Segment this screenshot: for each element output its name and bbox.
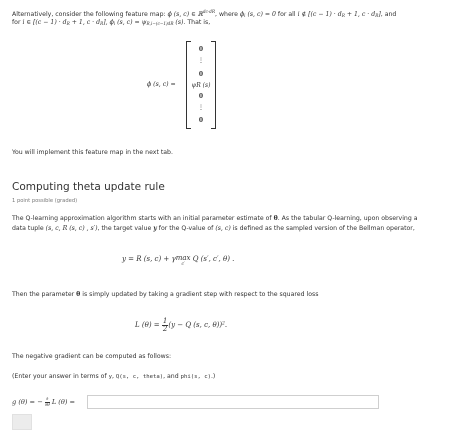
vector-entry: 0 [198, 71, 204, 78]
vector-entry: 0 [198, 46, 204, 53]
submit-button[interactable] [12, 414, 32, 430]
vector-entry: ψR (s) [191, 82, 211, 89]
target-equation: y = R (s, c) + γmax c′ Q (s′, c′, θ) . [122, 254, 235, 266]
para2: Then the parameter θ is simply updated by taking a gradient step with respect to the squared loss [12, 291, 319, 298]
para3: The negative gradient can be computed as follows: [12, 353, 172, 360]
gradient-answer-input[interactable] [87, 395, 379, 409]
para1-line-2: data tuple (s, c, R (s, c) , s′), the target value y for the Q-value of (s, c) is defined as the sampled version of the Bellman operator, [12, 225, 415, 232]
vector-entry: 0 [198, 117, 204, 124]
intro-line-2: for i ∈ [$(c - 1) \cdot d_R + 1$, $c \cdot d_R$], $\phi_i$ (s, $c) = \psi_{R,i-(c-1)dR}$ (s). That is, [12, 19, 211, 26]
gradient-lhs: g (θ) = − $\frac{\partial}{\partial\theta}$ L (θ) = [12, 396, 76, 408]
section-title: Computing theta update rule [12, 181, 165, 193]
para1-line-1: The Q-learning approximation algorithm starts with an initial parameter estimate of θ. As the tabular Q-learning, upon observing a [12, 215, 418, 222]
vector-entry: ⋮ [198, 57, 204, 64]
feature-map-lhs: ϕ (s, c) = [147, 81, 176, 88]
feature-vector [186, 41, 216, 127]
points-possible: 1 point possible (graded) [12, 198, 78, 204]
intro-line-1: Alternatively, consider the following feature map: ϕ (s, c) ∈ ℝ$^{dc\cdot dR}$, where $\phi_i$ (s, c) = 0 for all i ∉ [$(c - 1) \cdot d_R + 1$, $c \cdot d_R$], and [12, 9, 397, 18]
loss-equation: L (θ) = $\frac{1}{2}$ (y − Q (s, c, θ))$^2$. [135, 317, 228, 333]
answer-hint: (Enter your answer in terms of y, Q(s, c, theta), and phi(s, c).) [12, 373, 216, 380]
vector-entry: 0 [198, 93, 204, 100]
vector-entry: ⋮ [198, 104, 204, 111]
next-tab-note: You will implement this feature map in the next tab. [12, 149, 173, 156]
